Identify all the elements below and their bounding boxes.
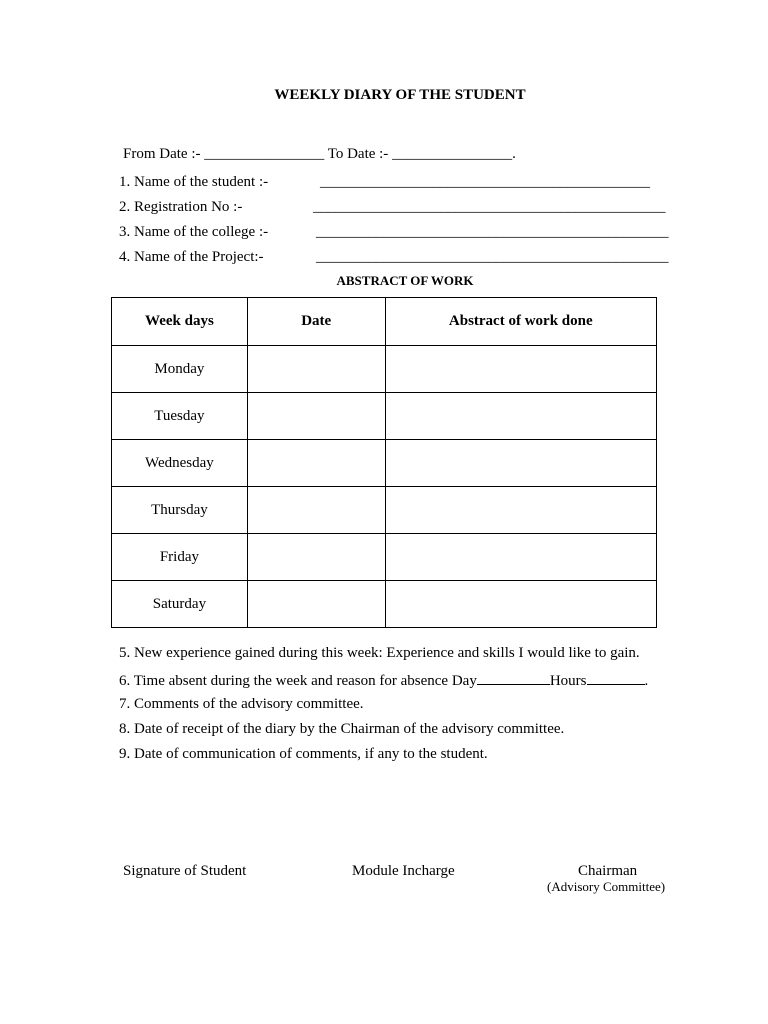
project-name-label: 4. Name of the Project:- bbox=[119, 249, 264, 265]
table-row bbox=[112, 393, 657, 440]
weekday-cell: Saturday bbox=[112, 581, 248, 628]
signature-chairman: Chairman bbox=[578, 863, 638, 879]
header-week-days: Week days bbox=[112, 298, 248, 346]
hours-label: Hours bbox=[549, 673, 587, 689]
time-absent-label: 6. Time absent during the week and reason for absence Day bbox=[119, 673, 477, 689]
project-name-field[interactable]: _______________________________________________ bbox=[316, 249, 669, 265]
days-absent-field[interactable] bbox=[477, 671, 550, 685]
page-title: WEEKLY DIARY OF THE STUDENT bbox=[274, 87, 526, 103]
registration-no-field[interactable]: _______________________________________________ bbox=[313, 199, 666, 215]
registration-no-label: 2. Registration No :- bbox=[119, 199, 243, 215]
abstract-cell[interactable] bbox=[385, 534, 656, 581]
table-row bbox=[112, 346, 657, 393]
item-date-communication: 9. Date of communication of comments, if any to the student. bbox=[119, 746, 488, 762]
date-cell[interactable] bbox=[247, 534, 385, 581]
college-name-label: 3. Name of the college :- bbox=[119, 224, 269, 240]
date-cell[interactable] bbox=[247, 581, 385, 628]
college-name-field[interactable]: _______________________________________________ bbox=[316, 224, 669, 240]
date-range-line bbox=[123, 146, 516, 163]
student-name-field[interactable]: ____________________________________________ bbox=[320, 174, 650, 190]
to-date-label: To Date :- bbox=[324, 146, 393, 162]
abstract-title: ABSTRACT OF WORK bbox=[336, 273, 474, 288]
weekday-cell: Wednesday bbox=[112, 440, 248, 487]
weekday-cell: Thursday bbox=[112, 487, 248, 534]
table-row bbox=[112, 487, 657, 534]
table-row bbox=[112, 534, 657, 581]
abstract-cell[interactable] bbox=[385, 440, 656, 487]
date-cell[interactable] bbox=[247, 393, 385, 440]
from-date-field[interactable]: ________________ bbox=[204, 146, 325, 162]
hours-absent-field[interactable] bbox=[587, 671, 645, 685]
item-date-receipt: 8. Date of receipt of the diary by the Chairman of the advisory committee. bbox=[119, 721, 565, 737]
weekday-cell: Friday bbox=[112, 534, 248, 581]
abstract-cell[interactable] bbox=[385, 393, 656, 440]
date-cell[interactable] bbox=[247, 487, 385, 534]
table-header-row bbox=[112, 298, 657, 346]
weekday-cell: Monday bbox=[112, 346, 248, 393]
signature-student: Signature of Student bbox=[123, 863, 247, 879]
student-name-label: 1. Name of the student :- bbox=[119, 174, 269, 190]
item-comments: 7. Comments of the advisory committee. bbox=[119, 696, 364, 712]
from-date-label: From Date :- bbox=[123, 146, 205, 162]
abstract-cell[interactable] bbox=[385, 487, 656, 534]
abstract-table bbox=[111, 297, 657, 628]
date-cell[interactable] bbox=[247, 440, 385, 487]
to-date-field[interactable]: ________________. bbox=[392, 146, 516, 162]
signature-chairman-sub: (Advisory Committee) bbox=[547, 879, 666, 894]
item-time-absent bbox=[119, 671, 648, 690]
signature-module-incharge: Module Incharge bbox=[352, 863, 455, 879]
header-date: Date bbox=[247, 298, 385, 346]
time-absent-end: . bbox=[644, 673, 649, 689]
item-new-experience: 5. New experience gained during this week: Experience and skills I would like to gain. bbox=[119, 645, 640, 661]
abstract-cell[interactable] bbox=[385, 581, 656, 628]
table-row bbox=[112, 581, 657, 628]
abstract-cell[interactable] bbox=[385, 346, 656, 393]
header-abstract: Abstract of work done bbox=[385, 298, 656, 346]
table-row bbox=[112, 440, 657, 487]
date-cell[interactable] bbox=[247, 346, 385, 393]
weekday-cell: Tuesday bbox=[112, 393, 248, 440]
